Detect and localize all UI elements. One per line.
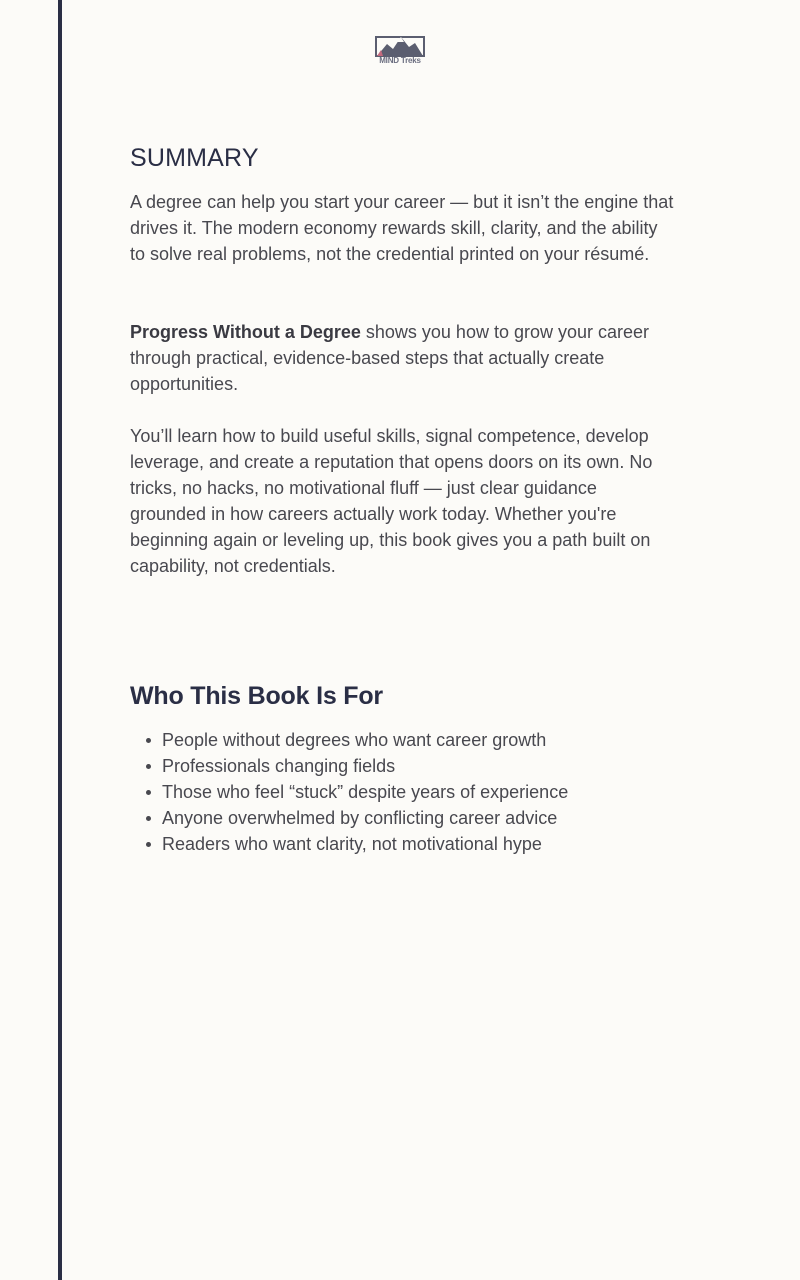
left-margin-rule: [58, 0, 62, 1280]
summary-paragraph-2-text: shows you how to grow your career through practical, evidence-based steps that actually create opportunities.: [130, 322, 650, 394]
logo-text: MIND Treks: [379, 56, 421, 65]
list-item: Anyone overwhelmed by conflicting career advice: [130, 805, 568, 831]
summary-heading: SUMMARY: [130, 144, 259, 172]
audience-list: [130, 727, 568, 857]
summary-paragraph-2: [130, 319, 675, 397]
summary-paragraph-3: You’ll learn how to build useful skills, signal competence, develop leverage, and create a reputation that opens doors on its own. No tricks, no hacks, no motivational fluff — just clear guidance grounded in how careers actually work today. Whether you're beginning again or leveling up, this book gives you a path built on capability, not credentials.: [130, 426, 653, 576]
list-item: People without degrees who want career growth: [130, 727, 568, 753]
who-heading: Who This Book Is For: [130, 682, 383, 710]
list-item: Readers who want clarity, not motivational hype: [130, 831, 568, 857]
list-item: Professionals changing fields: [130, 753, 568, 779]
logo: [373, 34, 427, 70]
book-title-bold: Progress Without a Degree: [130, 322, 361, 342]
summary-paragraph-1: A degree can help you start your career — but it isn’t the engine that drives it. The modern economy rewards skill, clarity, and the ability to solve real problems, not the credential printed on your résumé.: [130, 192, 674, 264]
mountain-logo-icon: [373, 34, 427, 58]
list-item: Those who feel “stuck” despite years of experience: [130, 779, 568, 805]
